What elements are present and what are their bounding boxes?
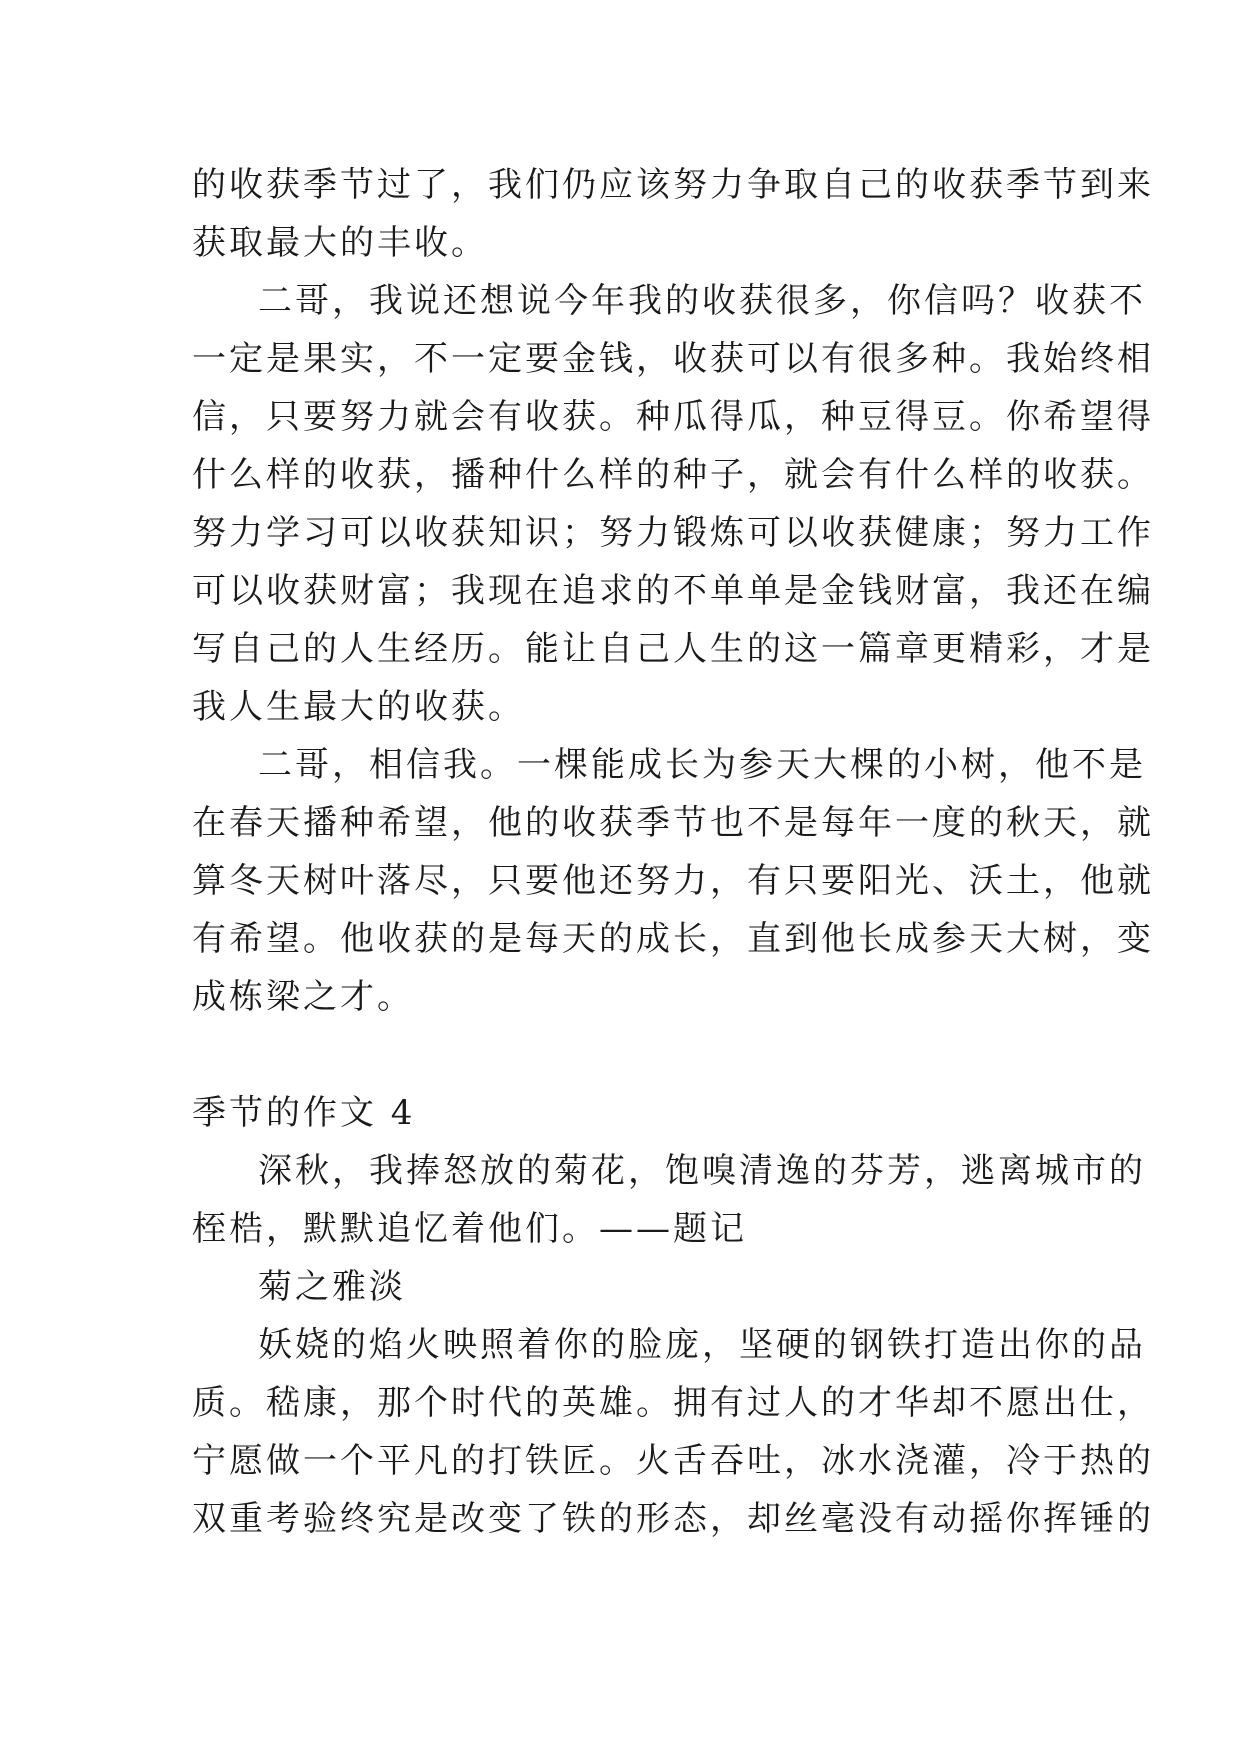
paragraph-line: 写自己的人生经历。能让自己人生的这一篇章更精彩，才是 [192, 629, 1154, 669]
paragraph-line: 一定是果实，不一定要金钱，收获可以有很多种。我始终相 [192, 339, 1154, 379]
paragraph-line: 深秋，我捧怒放的菊花，饱嗅清逸的芬芳，逃离城市的 [258, 1151, 1146, 1191]
paragraph-line: 宁愿做一个平凡的打铁匠。火舌吞吐，冰水浇灌，冷于热的 [192, 1441, 1154, 1481]
paragraph-line: 算冬天树叶落尽，只要他还努力，有只要阳光、沃土，他就 [192, 861, 1154, 901]
paragraph-line: 二哥，相信我。一棵能成长为参天大棵的小树，他不是 [258, 745, 1146, 785]
paragraph-line: 的收获季节过了，我们仍应该努力争取自己的收获季节到来 [192, 165, 1154, 205]
paragraph-line: 什么样的收获，播种什么样的种子，就会有什么样的收获。 [192, 455, 1154, 495]
paragraph-line: 妖娆的焰火映照着你的脸庞，坚硬的钢铁打造出你的品 [258, 1325, 1146, 1365]
paragraph-line: 我人生最大的收获。 [192, 687, 525, 727]
section-heading: 季节的作文 4 [192, 1093, 416, 1133]
subheading: 菊之雅淡 [258, 1267, 406, 1307]
paragraph-line: 信，只要努力就会有收获。种瓜得瓜，种豆得豆。你希望得 [192, 397, 1154, 437]
paragraph-line: 成栋梁之才。 [192, 977, 414, 1017]
paragraph-line: 桎梏，默默追忆着他们。——题记 [192, 1209, 747, 1249]
paragraph-line: 在春天播种希望，他的收获季节也不是每年一度的秋天，就 [192, 803, 1154, 843]
paragraph-line: 可以收获财富；我现在追求的不单单是金钱财富，我还在编 [192, 571, 1154, 611]
paragraph-line: 努力学习可以收获知识；努力锻炼可以收获健康；努力工作 [192, 513, 1154, 553]
paragraph-line: 获取最大的丰收。 [192, 223, 488, 263]
paragraph-line: 二哥，我说还想说今年我的收获很多，你信吗？收获不 [258, 281, 1146, 321]
paragraph-line: 有希望。他收获的是每天的成长，直到他长成参天大树，变 [192, 919, 1154, 959]
paragraph-line: 质。嵇康，那个时代的英雄。拥有过人的才华却不愿出仕， [192, 1383, 1154, 1423]
paragraph-line: 双重考验终究是改变了铁的形态，却丝毫没有动摇你挥锤的 [192, 1499, 1154, 1539]
